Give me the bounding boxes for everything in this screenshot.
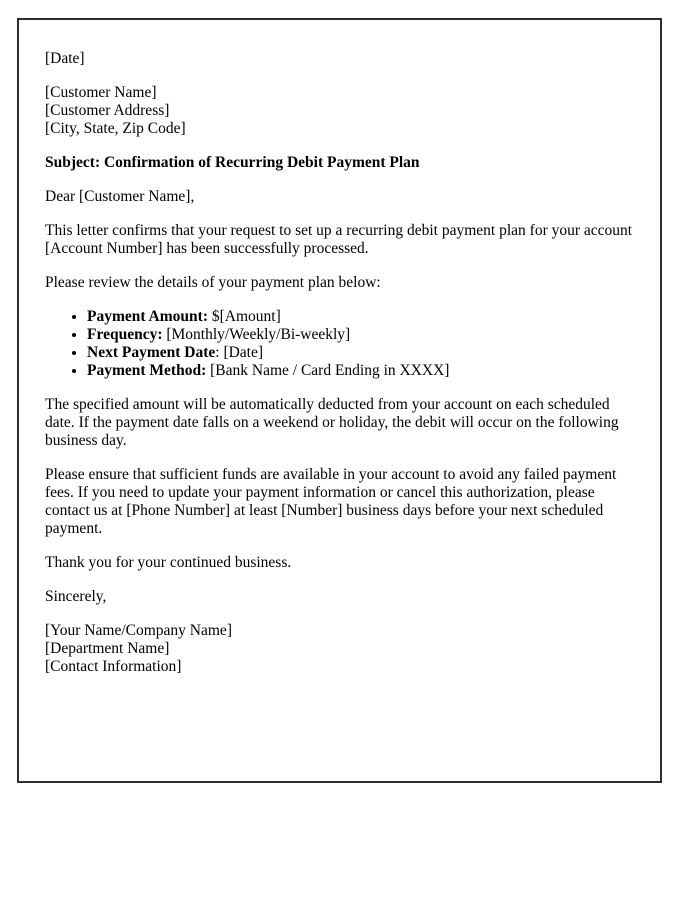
paragraph-intro: This letter confirms that your request to set up a recurring debit payment plan for your account [Account Number] has been successfully processed. [45,222,633,257]
detail-payment-method [87,362,634,380]
detail-frequency [87,326,634,344]
detail-payment-amount-value: $[Amount] [207,308,281,325]
detail-next-payment-date [87,344,634,362]
signature-department-line: [Department Name] [45,640,170,657]
detail-next-payment-date-label: Next Payment Date [87,344,216,361]
recipient-name-line: [Customer Name] [45,84,157,101]
closing: Sincerely, [45,588,107,605]
letter-document [17,18,662,783]
recipient-city-line: [City, State, Zip Code] [45,120,186,137]
signature-contact-line: [Contact Information] [45,658,182,675]
paragraph-review-prompt: Please review the details of your payment plan below: [45,274,381,291]
paragraph-thanks: Thank you for your continued business. [45,554,292,571]
salutation: Dear [Customer Name], [45,188,195,205]
subject-line: Subject: Confirmation of Recurring Debit Payment Plan [45,154,420,171]
payment-details-list [45,308,634,380]
detail-next-payment-date-value: : [Date] [215,344,264,361]
signature-name-line: [Your Name/Company Name] [45,622,232,639]
paragraph-deduction-terms: The specified amount will be automatically deducted from your account on each scheduled date. If the payment date falls on a weekend or holiday, the debit will occur on the following business day. [45,396,619,449]
detail-frequency-value: [Monthly/Weekly/Bi-weekly] [162,326,351,343]
signature-block [45,622,634,676]
detail-payment-method-value: [Bank Name / Card Ending in XXXX] [206,362,450,379]
detail-payment-amount [87,308,634,326]
date-line: [Date] [45,50,85,67]
recipient-address-block [45,84,634,138]
paragraph-funds-notice: Please ensure that sufficient funds are available in your account to avoid any failed payment fees. If you need to update your payment information or cancel this authorization, please contact us at [Phone Number] at least [Number] business days before your next scheduled payment. [45,466,617,537]
detail-payment-amount-label: Payment Amount: [87,308,208,325]
detail-frequency-label: Frequency: [87,326,163,343]
recipient-address-line: [Customer Address] [45,102,170,119]
detail-payment-method-label: Payment Method: [87,362,207,379]
